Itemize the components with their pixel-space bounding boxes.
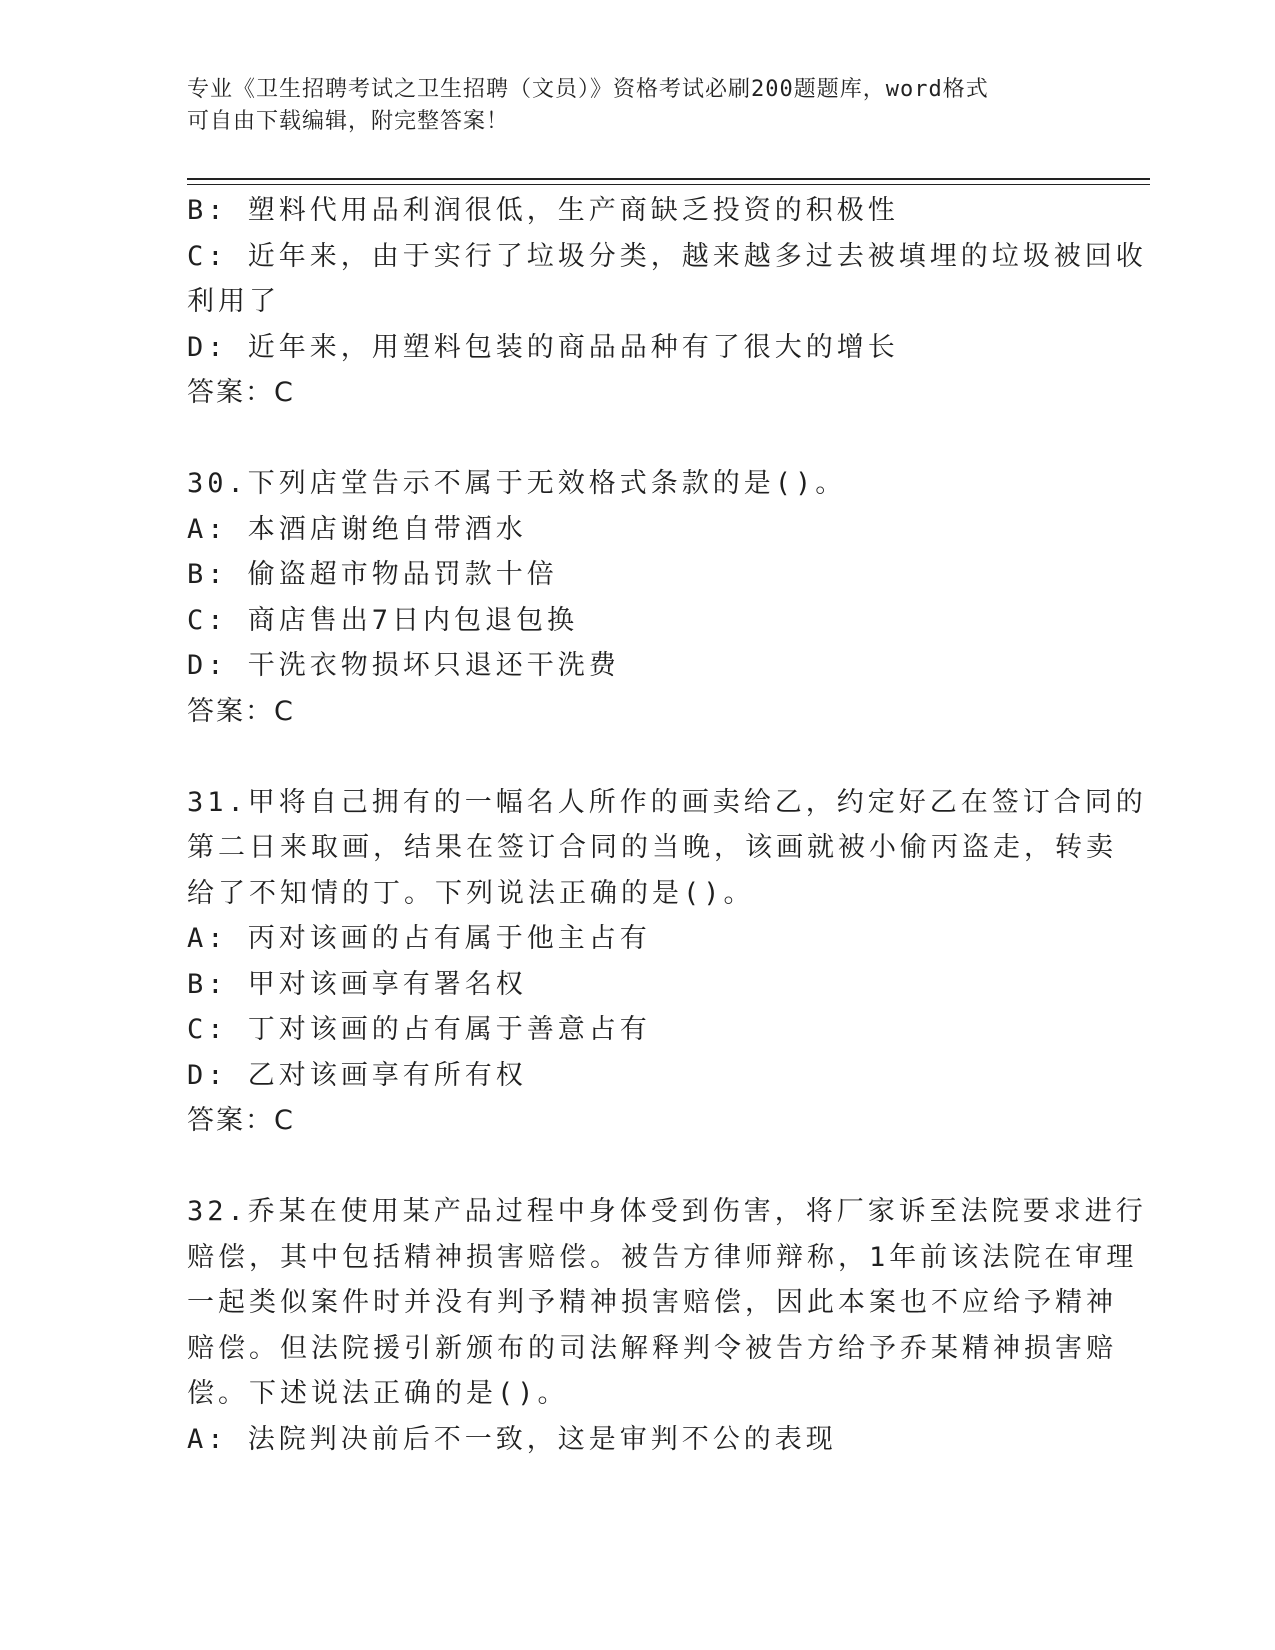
q31-option-d: D: 乙对该画享有所有权 (187, 1059, 527, 1091)
q29-option-c-line-2: 利用了 (187, 286, 280, 317)
q32-question-line-5: 偿。下述说法正确的是()。 (187, 1378, 569, 1409)
q31-question-line-3: 给了不知情的丁。下列说法正确的是()。 (187, 877, 755, 909)
spacer (187, 734, 1087, 780)
q31-option-c: C: 丁对该画的占有属于善意占有 (187, 1014, 651, 1045)
q32-question-line-1: 32.乔某在使用某产品过程中身体受到伤害，将厂家诉至法院要求进行 (187, 1196, 1147, 1227)
q32-question-line-4: 赔偿。但法院援引新颁布的司法解释判令被告方给予乔某精神损害赔 (187, 1332, 1117, 1364)
q29-option-d: D: 近年来，用塑料包装的商品品种有了很大的增长 (187, 331, 899, 363)
question-list (187, 188, 1147, 1462)
header-title-line-1: 专业《卫生招聘考试之卫生招聘（文员）》资格考试必刷200题题库，word格式 (187, 77, 989, 102)
header-title-line-2: 可自由下载编辑，附完整答案！ (187, 109, 510, 134)
page-header (187, 74, 1067, 138)
q31-question-line-2: 第二日来取画，结果在签订合同的当晚，该画就被小偷丙盗走，转卖 (187, 832, 1117, 863)
q30-option-c: C: 商店售出7日内包退包换 (187, 604, 579, 636)
spacer (187, 416, 1087, 462)
q29-option-c-line-1: C: 近年来，由于实行了垃圾分类，越来越多过去被填埋的垃圾被回收 (187, 240, 1147, 272)
q31-answer: 答案：C (187, 1105, 295, 1136)
q30-option-a: A: 本酒店谢绝自带酒水 (187, 513, 527, 545)
q29-option-b: B: 塑料代用品利润很低，生产商缺乏投资的积极性 (187, 195, 899, 226)
q30-option-d: D: 干洗衣物损坏只退还干洗费 (187, 650, 620, 681)
header-divider-thick (187, 178, 1150, 180)
q31-option-b: B: 甲对该画享有署名权 (187, 968, 527, 1000)
q32-option-a: A: 法院判决前后不一致，这是审判不公的表现 (187, 1423, 837, 1455)
q30-question: 30.下列店堂告示不属于无效格式条款的是()。 (187, 468, 847, 499)
spacer (187, 1144, 1087, 1190)
q32-question-line-3: 一起类似案件时并没有判予精神损害赔偿，因此本案也不应给予精神 (187, 1287, 1117, 1318)
q31-question-line-1: 31.甲将自己拥有的一幅名人所作的画卖给乙，约定好乙在签订合同的 (187, 786, 1147, 818)
q32-question-line-2: 赔偿，其中包括精神损害赔偿。被告方律师辩称，1年前该法院在审理 (187, 1241, 1138, 1273)
q29-answer: 答案：C (187, 377, 295, 408)
q31-option-a: A: 丙对该画的占有属于他主占有 (187, 923, 651, 954)
q30-answer: 答案：C (187, 695, 295, 727)
q30-option-b: B: 偷盗超市物品罚款十倍 (187, 559, 558, 590)
header-divider-thin (187, 184, 1150, 185)
